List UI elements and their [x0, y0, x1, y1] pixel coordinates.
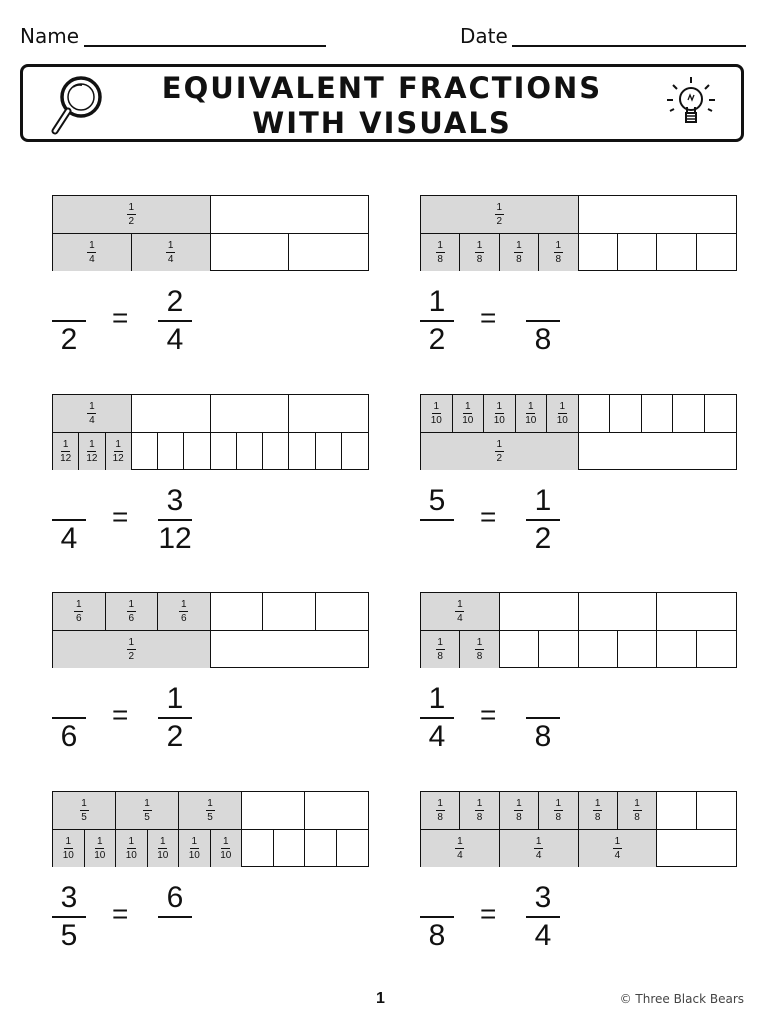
cell-fraction-label: 1 4 [89, 239, 95, 265]
equals-sign: = [112, 699, 129, 730]
cell-fraction-label: 1 10 [125, 835, 137, 861]
copyright: © Three Black Bears [619, 992, 744, 1006]
strip-cell [132, 395, 211, 432]
denominator: 2 [428, 323, 446, 356]
cell-fraction-label: 1 10 [462, 401, 474, 426]
fraction-strip-top [421, 593, 736, 631]
denominator: 4 [428, 720, 446, 753]
fraction-right [156, 881, 194, 953]
strip-cell [53, 631, 211, 668]
strip-cell [547, 395, 579, 432]
strip-cell [148, 830, 180, 867]
strip-cell [53, 196, 211, 233]
strip-cell [500, 830, 579, 867]
strip-cell [579, 593, 658, 630]
strip-cell [618, 234, 657, 271]
strip-cell [53, 830, 85, 867]
strip-cell [610, 395, 642, 432]
strip-cell [421, 830, 500, 867]
strip-cell [289, 234, 368, 271]
cell-fraction-label: 1 5 [207, 798, 213, 823]
denominator: 12 [158, 522, 192, 555]
strip-cell [539, 234, 578, 271]
fraction-strip [52, 592, 369, 668]
strip-cell [106, 593, 159, 630]
strip-cell [184, 433, 210, 470]
fraction-bar [158, 320, 192, 322]
fraction-strip-bottom [53, 830, 368, 867]
strip-cell [211, 830, 243, 867]
fraction-right [524, 682, 562, 754]
page-number: 1 [376, 990, 385, 1007]
strip-cell [484, 395, 516, 432]
fraction-bar [526, 519, 560, 521]
strip-cell [53, 433, 79, 470]
fraction-strip [52, 195, 369, 271]
numerator: 5 [428, 484, 446, 517]
cell-fraction-label: 1 10 [157, 835, 169, 861]
numerator: 3 [60, 881, 78, 914]
cell-fraction-label: 1 8 [437, 636, 443, 662]
fraction-strip [420, 195, 737, 271]
equals-sign: = [480, 302, 497, 333]
strip-cell [263, 433, 289, 470]
strip-cell [579, 234, 618, 271]
strip-cell [53, 395, 132, 432]
strip-cell [579, 395, 611, 432]
cell-fraction-label: 1 8 [437, 798, 443, 823]
fraction-bar [52, 519, 86, 521]
fraction-strip [52, 791, 369, 867]
strip-cell [421, 593, 500, 630]
fraction-right [524, 881, 562, 953]
strip-cell [697, 792, 736, 829]
cell-fraction-label: 1 8 [634, 798, 640, 823]
strip-cell [657, 631, 696, 668]
fraction-strip-top [421, 792, 736, 830]
strip-cell [237, 433, 263, 470]
title-line-1: EQUIVALENT FRACTIONS [161, 71, 603, 105]
cell-fraction-label: 1 10 [525, 401, 537, 426]
denominator: 8 [534, 720, 552, 753]
denominator: 8 [428, 919, 446, 952]
strip-cell [53, 234, 132, 271]
cell-fraction-label: 1 2 [496, 438, 503, 464]
strip-cell [305, 830, 337, 867]
equals-sign: = [112, 501, 129, 532]
date-field[interactable] [512, 45, 746, 47]
denominator: 4 [60, 522, 78, 555]
lightbulb-icon [659, 73, 723, 137]
strip-cell [697, 631, 736, 668]
strip-cell [85, 830, 117, 867]
numerator[interactable] [418, 881, 456, 915]
denominator: 4 [534, 919, 552, 952]
strip-cell [657, 234, 696, 271]
strip-cell [500, 593, 579, 630]
fraction-strip [420, 394, 737, 470]
fraction-strip-top [53, 792, 368, 830]
fraction-left [418, 484, 456, 556]
cell-fraction-label: 1 8 [476, 636, 483, 662]
strip-cell [579, 196, 737, 233]
denominator: 8 [534, 323, 552, 356]
cell-fraction-label: 1 6 [180, 599, 187, 624]
fraction-bar [420, 717, 454, 719]
strip-cell [116, 792, 179, 829]
cell-fraction-label: 1 8 [476, 239, 483, 265]
cell-fraction-label: 1 8 [555, 798, 562, 823]
fraction-bar [526, 320, 560, 322]
strip-cell [132, 234, 211, 271]
numerator[interactable] [524, 682, 562, 716]
fraction-bar [52, 320, 86, 322]
fraction-strip-bottom [421, 830, 736, 867]
fraction-strip-top [421, 395, 736, 433]
page-title [23, 71, 741, 141]
strip-cell [316, 593, 369, 630]
cell-fraction-label: 1 4 [457, 835, 463, 861]
cell-fraction-label: 1 4 [167, 239, 174, 265]
cell-fraction-label: 1 8 [594, 798, 601, 823]
strip-cell [705, 395, 737, 432]
strip-cell [211, 196, 369, 233]
cell-fraction-label: 1 10 [62, 835, 74, 861]
fraction-strip-top [421, 196, 736, 234]
strip-cell [516, 395, 548, 432]
numerator: 1 [166, 682, 184, 715]
fraction-strip-top [53, 395, 368, 433]
strip-cell [179, 830, 211, 867]
fraction-bar [52, 916, 86, 918]
fraction-bar [420, 320, 454, 322]
strip-cell [316, 433, 342, 470]
strip-cell [211, 234, 290, 271]
strip-cell [305, 792, 368, 829]
equals-sign: = [480, 501, 497, 532]
fraction-strip-bottom [421, 234, 736, 271]
fraction-left [50, 682, 88, 754]
strip-cell [579, 830, 658, 867]
strip-cell [242, 830, 274, 867]
strip-cell [657, 593, 736, 630]
fraction-strip [52, 394, 369, 470]
fraction-bar [420, 519, 454, 521]
fraction-right [156, 484, 194, 556]
strip-cell [421, 196, 579, 233]
strip-cell [673, 395, 705, 432]
strip-cell [179, 792, 242, 829]
numerator: 1 [428, 682, 446, 715]
fraction-bar [158, 916, 192, 918]
strip-cell [657, 830, 736, 867]
strip-cell [106, 433, 132, 470]
numerator[interactable] [50, 484, 88, 518]
strip-cell [158, 593, 211, 630]
cell-fraction-label: 1 4 [89, 401, 95, 426]
fraction-bar [526, 717, 560, 719]
title-banner [20, 64, 744, 142]
fraction-left [50, 484, 88, 556]
cell-fraction-label: 1 12 [112, 438, 124, 464]
title-line-2: WITH VISUALS [252, 106, 512, 140]
fraction-strip [420, 791, 737, 867]
fraction-strip [420, 592, 737, 668]
cell-fraction-label: 1 4 [614, 835, 621, 861]
cell-fraction-label: 1 8 [476, 798, 483, 823]
denominator: 6 [60, 720, 78, 753]
cell-fraction-label: 1 2 [496, 202, 503, 227]
strip-cell [460, 234, 499, 271]
fraction-left [418, 285, 456, 357]
strip-cell [460, 631, 499, 668]
numerator: 2 [166, 285, 184, 318]
fraction-bar [52, 717, 86, 719]
strip-cell [211, 631, 369, 668]
strip-cell [579, 433, 737, 470]
cell-fraction-label: 1 2 [128, 202, 135, 227]
strip-cell [53, 792, 116, 829]
fraction-right [156, 682, 194, 754]
cell-fraction-label: 1 4 [457, 599, 463, 624]
fraction-left [50, 881, 88, 953]
cell-fraction-label: 1 2 [128, 636, 135, 662]
strip-cell [642, 395, 674, 432]
numerator: 6 [166, 881, 184, 914]
fraction-left [418, 881, 456, 953]
strip-cell [242, 792, 305, 829]
strip-cell [460, 792, 499, 829]
strip-cell [500, 792, 539, 829]
fraction-strip-bottom [421, 433, 736, 470]
fraction-strip-bottom [53, 433, 368, 470]
strip-cell [263, 593, 316, 630]
strip-cell [337, 830, 369, 867]
equals-sign: = [480, 699, 497, 730]
cell-fraction-label: 1 10 [430, 401, 442, 426]
numerator[interactable] [50, 285, 88, 319]
strip-cell [697, 234, 736, 271]
strip-cell [500, 631, 539, 668]
fraction-bar [526, 916, 560, 918]
date-label: Date [460, 24, 508, 48]
fraction-bar [158, 717, 192, 719]
strip-cell [211, 395, 290, 432]
strip-cell [342, 433, 368, 470]
cell-fraction-label: 1 6 [75, 599, 82, 624]
denominator: 4 [166, 323, 184, 356]
numerator[interactable] [50, 682, 88, 716]
equals-sign: = [112, 898, 129, 929]
strip-cell [274, 830, 306, 867]
numerator: 1 [428, 285, 446, 318]
strip-cell [421, 631, 460, 668]
fraction-right [524, 484, 562, 556]
strip-cell [618, 631, 657, 668]
cell-fraction-label: 1 8 [516, 798, 522, 823]
cell-fraction-label: 1 10 [220, 835, 232, 861]
fraction-bar [158, 519, 192, 521]
strip-cell [453, 395, 485, 432]
strip-cell [539, 631, 578, 668]
strip-cell [421, 433, 579, 470]
strip-cell [421, 792, 460, 829]
cell-fraction-label: 1 12 [86, 438, 98, 464]
strip-cell [158, 433, 184, 470]
strip-cell [539, 792, 578, 829]
name-label: Name [20, 24, 80, 48]
equals-sign: = [112, 302, 129, 333]
strip-cell [211, 593, 264, 630]
cell-fraction-label: 1 10 [94, 835, 106, 861]
cell-fraction-label: 1 10 [556, 401, 568, 426]
strip-cell [53, 593, 106, 630]
strip-cell [618, 792, 657, 829]
strip-cell [421, 395, 453, 432]
numerator: 1 [534, 484, 552, 517]
magnifying-glass-icon [47, 73, 107, 137]
cell-fraction-label: 1 8 [516, 239, 522, 265]
fraction-strip-top [53, 593, 368, 631]
cell-fraction-label: 1 8 [437, 239, 443, 265]
cell-fraction-label: 1 10 [188, 835, 200, 861]
strip-cell [211, 433, 237, 470]
numerator[interactable] [524, 285, 562, 319]
fraction-left [50, 285, 88, 357]
cell-fraction-label: 1 4 [535, 835, 542, 861]
denominator: 5 [60, 919, 78, 952]
cell-fraction-label: 1 10 [493, 401, 505, 426]
numerator: 3 [166, 484, 184, 517]
denominator[interactable] [418, 522, 456, 556]
strip-cell [657, 792, 696, 829]
strip-cell [289, 433, 315, 470]
denominator: 2 [534, 522, 552, 555]
strip-cell [579, 631, 618, 668]
strip-cell [79, 433, 105, 470]
fraction-right [524, 285, 562, 357]
fraction-bar [420, 916, 454, 918]
strip-cell [579, 792, 618, 829]
equals-sign: = [480, 898, 497, 929]
cell-fraction-label: 1 12 [60, 438, 72, 464]
denominator: 2 [60, 323, 78, 356]
cell-fraction-label: 1 5 [81, 798, 87, 823]
cell-fraction-label: 1 5 [144, 798, 150, 823]
cell-fraction-label: 1 8 [555, 239, 562, 265]
strip-cell [289, 395, 368, 432]
fraction-strip-top [53, 196, 368, 234]
strip-cell [421, 234, 460, 271]
denominator[interactable] [156, 919, 194, 953]
cell-fraction-label: 1 6 [128, 599, 135, 624]
strip-cell [500, 234, 539, 271]
strip-cell [132, 433, 158, 470]
strip-cell [116, 830, 148, 867]
fraction-strip-bottom [421, 631, 736, 668]
fraction-right [156, 285, 194, 357]
fraction-strip-bottom [53, 631, 368, 668]
name-field[interactable] [84, 45, 326, 47]
fraction-strip-bottom [53, 234, 368, 271]
denominator: 2 [166, 720, 184, 753]
numerator: 3 [534, 881, 552, 914]
fraction-left [418, 682, 456, 754]
